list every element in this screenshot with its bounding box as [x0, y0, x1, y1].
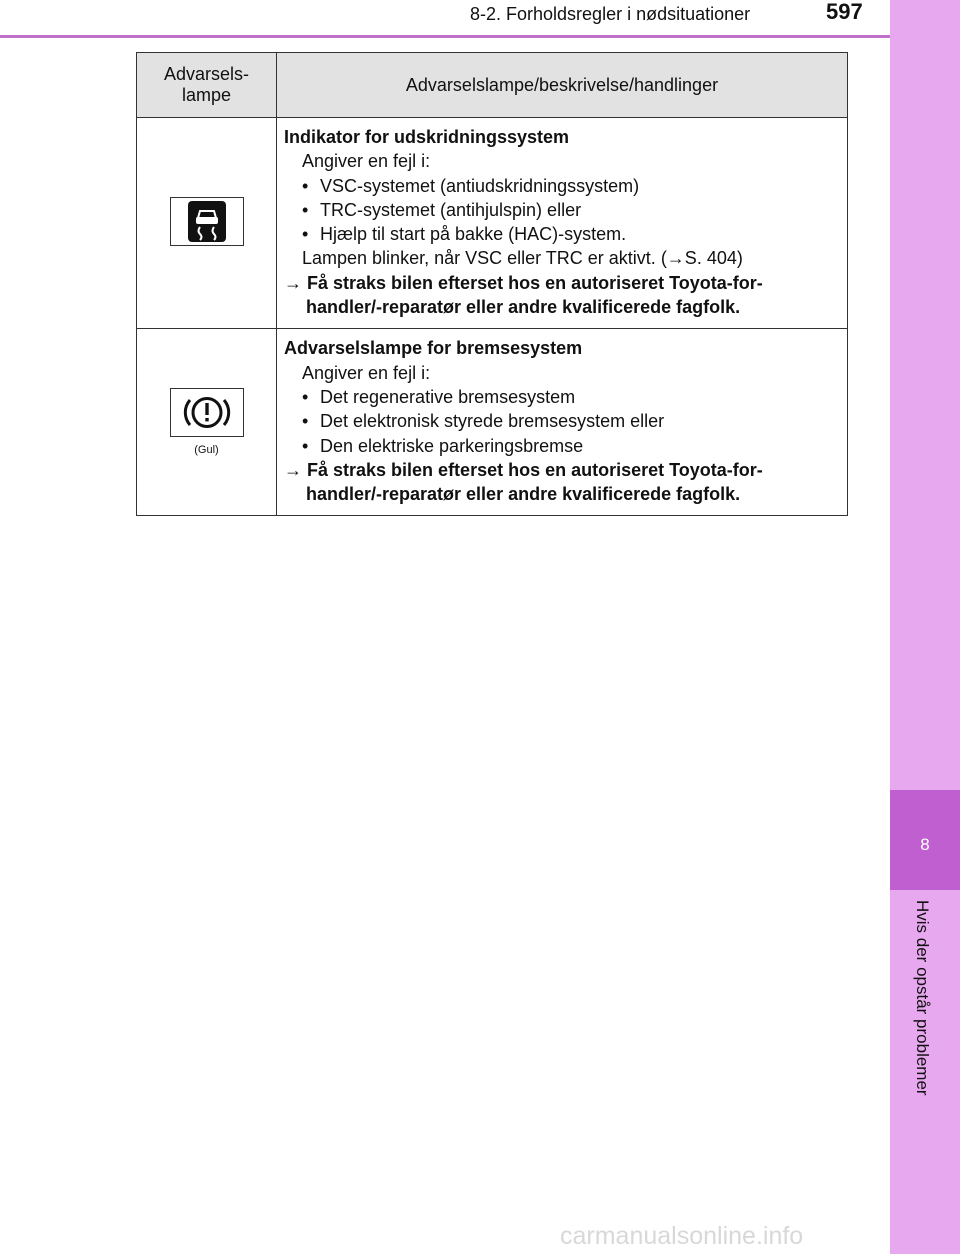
row-title: Advarselslampe for bremsesystem	[284, 338, 583, 359]
list-item: • Det regenerative bremsesystem	[302, 386, 576, 407]
list-item: • VSC-systemet (antiudskridningssystem)	[302, 175, 640, 196]
lamp-cell	[137, 329, 277, 516]
row-action: → Få straks bilen efterset hos en autoriseret Toyota-for-	[284, 459, 763, 480]
page-number: 597	[826, 0, 863, 24]
header-rule	[0, 35, 890, 38]
chapter-number: 8	[890, 790, 960, 890]
description-cell	[277, 329, 848, 516]
lamp-color-note: (Gul)	[194, 444, 219, 457]
row-action-continued: handler/-reparatør eller andre kvalificerede fagfolk.	[306, 484, 741, 505]
list-item: • Den elektriske parkeringsbremse	[302, 435, 584, 456]
row-action: → Få straks bilen efterset hos en autoriseret Toyota-for-	[284, 272, 763, 293]
skid-indicator-icon	[170, 197, 244, 246]
chapter-title: Hvis der opstår problemer	[913, 900, 932, 1096]
row-title: Indikator for udskridningssystem	[284, 127, 570, 147]
chapter-side-tab	[890, 0, 960, 1254]
list-item: • Det elektronisk styrede bremsesystem eller	[302, 411, 665, 432]
row-intro: Angiver en fejl i:	[302, 362, 431, 383]
table-header-row	[137, 53, 848, 118]
row-action-continued: handler/-reparatør eller andre kvalificerede fagfolk.	[306, 297, 741, 318]
watermark: carmanualsonline.info	[560, 1222, 804, 1250]
row-extra-note: Lampen blinker, når VSC eller TRC er aktivt. (→S. 404)	[302, 248, 743, 269]
header-lamp-label: Advarsels-lampe	[163, 64, 250, 105]
list-item: • TRC-systemet (antihjulspin) eller	[302, 199, 582, 220]
section-title: 8-2. Forholdsregler i nødsituationer	[470, 4, 751, 24]
table-row	[137, 118, 848, 329]
row-intro: Angiver en fejl i:	[302, 151, 431, 172]
description-cell	[277, 118, 848, 329]
header-description: Advarselslampe/beskrivelse/handlinger	[277, 53, 848, 118]
list-item: • Hjælp til start på bakke (HAC)-system.	[302, 224, 627, 245]
table-row	[137, 329, 848, 516]
warning-lamp-table	[136, 52, 848, 516]
brake-warning-icon	[170, 388, 244, 437]
header-lamp	[137, 53, 277, 118]
lamp-cell	[137, 118, 277, 329]
